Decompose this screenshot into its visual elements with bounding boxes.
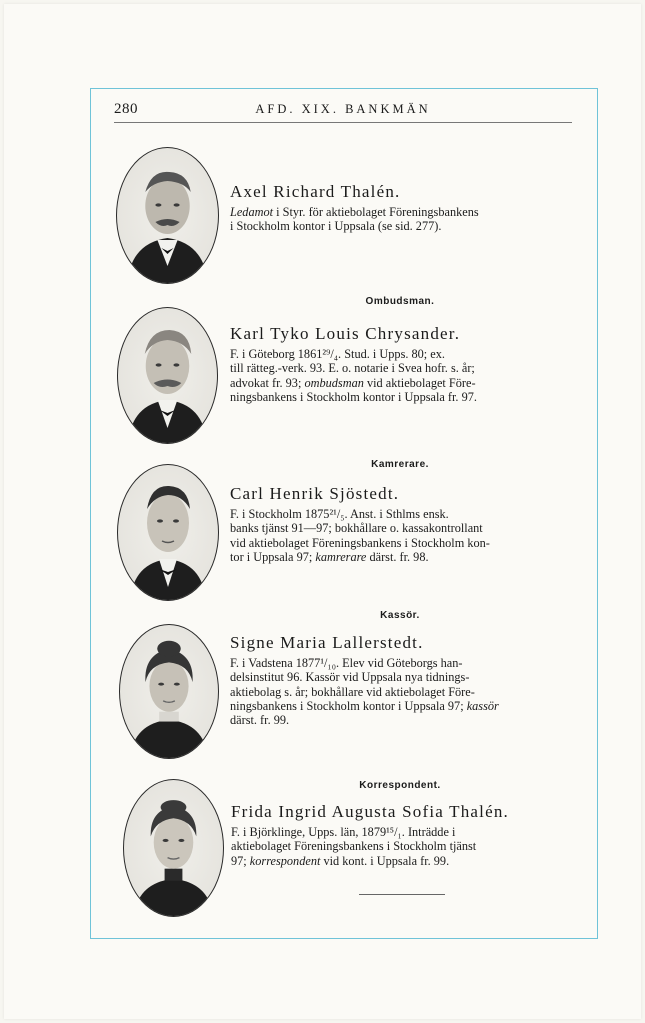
bio-line: ningsbankens i Stockholm kontor i Uppsala fr. 97. <box>230 389 477 404</box>
portrait-photo <box>116 147 219 284</box>
bio-line: aktiebolaget Föreningsbankens i Stockholm tjänst <box>231 839 477 854</box>
portrait-photo <box>117 464 219 601</box>
role-italic: kassör <box>466 698 499 713</box>
closing-rule <box>359 894 445 895</box>
section-heading: Kassör. <box>380 610 420 621</box>
role-italic: ombudsman <box>304 375 364 390</box>
bio-line: i Stockholm kontor i Uppsala (se sid. 277). <box>230 219 442 234</box>
section-heading: Korrespondent. <box>359 780 441 791</box>
section-heading: Kamrerare. <box>371 459 429 470</box>
role-italic: kamrerare <box>315 549 367 564</box>
bio-line: F. i Göteborg 1861²⁹/₄. Stud. i Upps. 80; ex. <box>230 347 445 361</box>
person-name: Carl Henrik Sjöstedt. <box>230 484 400 503</box>
person-name: Karl Tyko Louis Chrysander. <box>230 324 461 343</box>
bio-line: aktiebolag s. år; bokhållare vid aktiebolaget Före- <box>230 684 475 699</box>
header-rule <box>114 122 572 123</box>
page-header <box>114 101 572 123</box>
page-number: 280 <box>114 101 138 117</box>
person-bio <box>230 205 572 234</box>
bio-line: F. i Vadstena 1877¹/₁₀. Elev vid Göteborgs han- <box>230 656 463 670</box>
role-italic: Ledamot <box>230 205 274 219</box>
portrait-photo <box>117 307 218 444</box>
person-name: Signe Maria Lallerstedt. <box>230 633 424 652</box>
person-bio <box>231 825 573 868</box>
role-italic: korrespondent <box>249 853 321 868</box>
bio-line: därst. fr. 99. <box>230 713 290 728</box>
bio-line: tor i Uppsala 97; kamrerare därst. fr. 98. <box>230 549 429 564</box>
bio-line: ningsbankens i Stockholm kontor i Uppsala 97; kassör <box>230 698 499 713</box>
person-name: Frida Ingrid Augusta Sofia Thalén. <box>231 802 509 821</box>
bio-line: Ledamot i Styr. för aktiebolaget Föreningsbankens <box>230 205 479 219</box>
bio-line: banks tjänst 91—97; bokhållare o. kassakontrollant <box>230 521 483 536</box>
person-name: Axel Richard Thalén. <box>230 182 401 201</box>
bio-line: F. i Björklinge, Upps. län, 1879¹⁵/₁. Inträdde i <box>231 825 456 839</box>
bio-line: F. i Stockholm 1875²¹/₅. Anst. i Sthlms ensk. <box>230 507 449 521</box>
running-title: AFD. XIX. BANKMÄN <box>255 102 431 116</box>
section-heading: Ombudsman. <box>365 296 435 307</box>
portrait-photo <box>123 779 224 917</box>
bio-line: vid aktiebolaget Föreningsbankens i Stockholm kon- <box>230 535 490 550</box>
person-bio <box>230 347 572 404</box>
bio-line: till rätteg.-verk. 93. E. o. notarie i Svea hofr. s. år; <box>230 361 475 376</box>
person-bio <box>230 507 572 564</box>
person-bio <box>230 656 572 727</box>
bio-line: advokat fr. 93; ombudsman vid aktiebolaget Före- <box>230 375 476 390</box>
bio-line: delsinstitut 96. Kassör vid Uppsala nya tidnings- <box>230 670 470 685</box>
bio-line: 97; korrespondent vid kont. i Uppsala fr. 99. <box>231 853 450 868</box>
portrait-photo <box>119 624 219 759</box>
